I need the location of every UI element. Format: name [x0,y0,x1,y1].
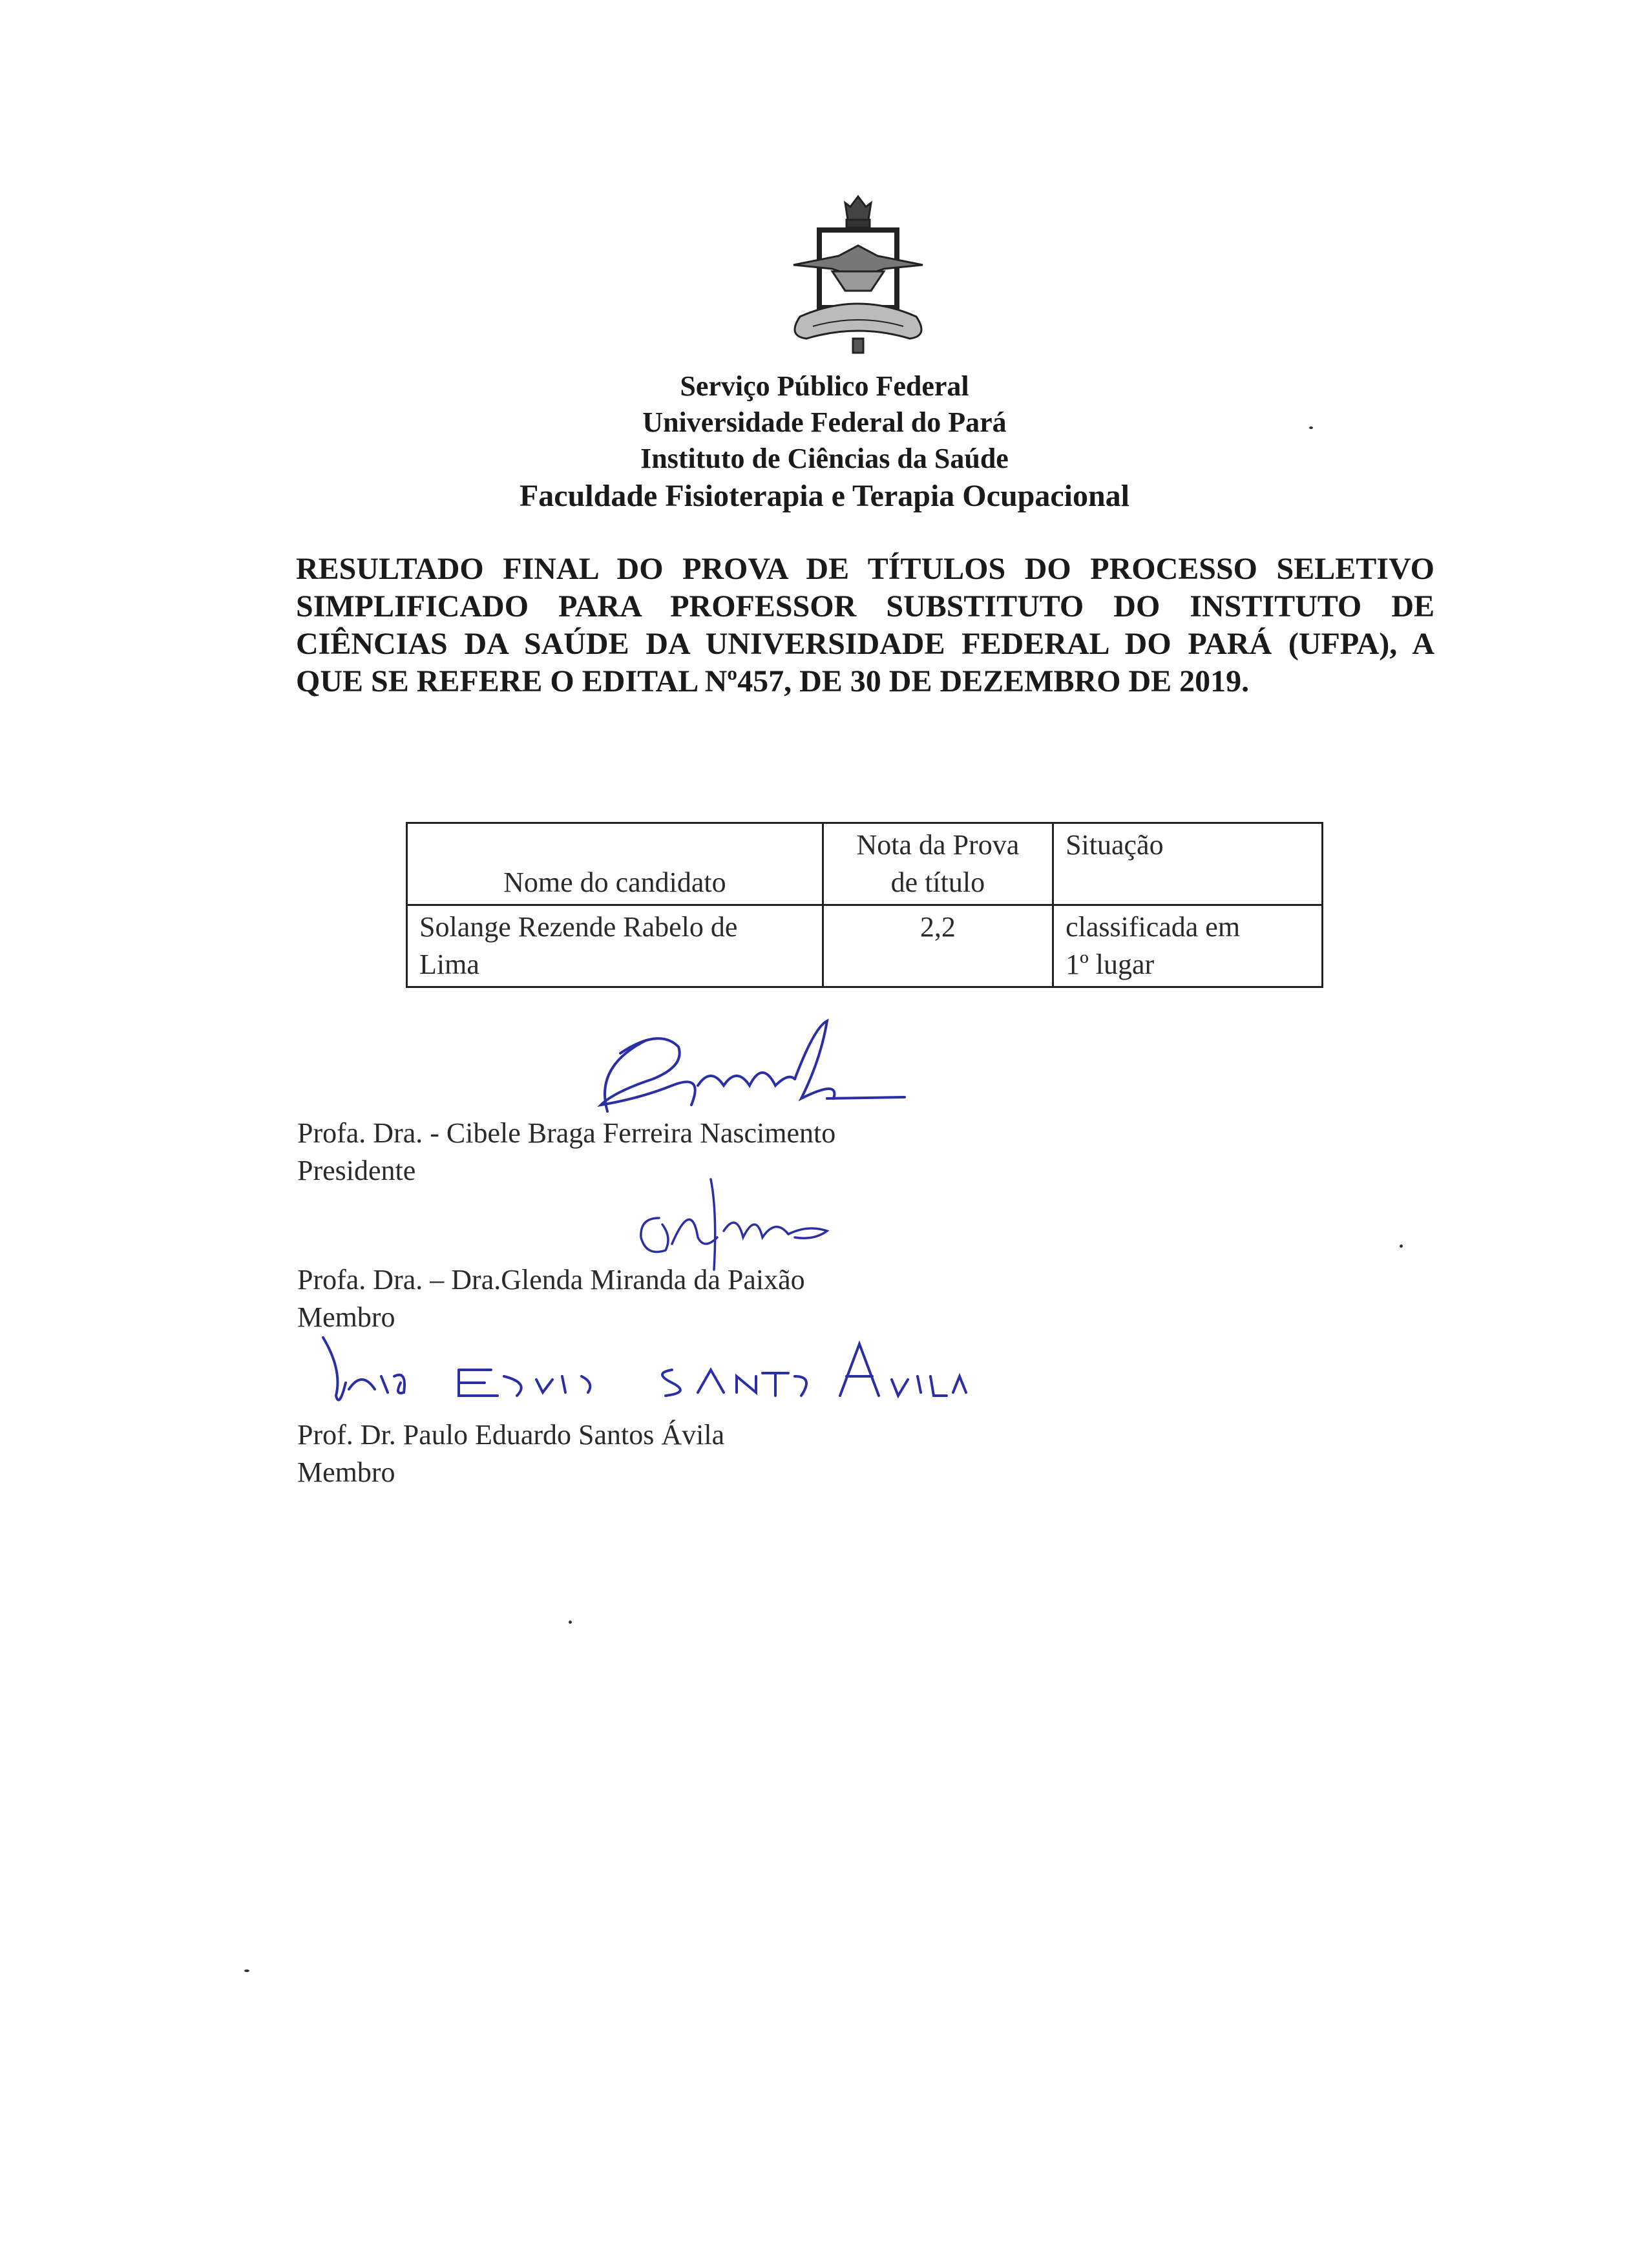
signatory-3-name: Prof. Dr. Paulo Eduardo Santos Ávila [297,1419,725,1451]
scan-speck [569,1621,572,1624]
candidate-status-line-2: 1º lugar [1066,949,1155,980]
scan-speck [1309,426,1313,429]
scan-speck [1400,1244,1403,1248]
table-header-row [407,823,1323,905]
candidate-status-line-1: classificada em [1066,911,1241,943]
signature-3-scribble [310,1331,969,1415]
candidate-status [1053,905,1323,987]
signatory-1-name: Profa. Dra. - Cibele Braga Ferreira Nascimento [297,1117,836,1149]
signatory-2-role: Membro [297,1301,395,1333]
table-row [407,905,1323,987]
signatory-2-name: Profa. Dra. – Dra.Glenda Miranda da Paixão [297,1264,805,1296]
header-grade-line-1: Nota da Prova [856,829,1020,861]
title-line-1: RESULTADO FINAL DO PROVA DE TÍTULOS DO PROCESSO SELETIVO [296,552,1434,586]
header-institute: Instituto de Ciências da Saúde [640,443,1009,474]
candidate-name-line-2: Lima [419,949,479,980]
candidate-name-line-1: Solange Rezende Rabelo de [419,911,738,943]
header-faculty: Faculdade Fisioterapia e Terapia Ocupacional [519,479,1130,513]
candidate-grade: 2,2 [823,905,1053,987]
university-emblem-icon [774,194,942,362]
header-grade-line-2: de título [890,866,985,898]
title-line-2: SIMPLIFICADO PARA PROFESSOR SUBSTITUTO DO INSTITUTO DE [296,589,1434,624]
header-university: Universidade Federal do Pará [642,406,1007,438]
results-table [406,822,1323,988]
signatory-3-role: Membro [297,1456,395,1488]
signature-2-scribble [633,1173,840,1276]
title-line-4: QUE SE REFERE O EDITAL Nº457, DE 30 DE DEZEMBRO DE 2019. [296,664,1250,698]
scan-speck [244,1969,249,1972]
header-candidate-name: Nome do candidato [407,823,823,905]
title-line-3: CIÊNCIAS DA SAÚDE DA UNIVERSIDADE FEDERAL DO PARÁ (UFPA), A [296,627,1434,661]
signatory-1-role: Presidente [297,1155,416,1186]
signatory-3 [297,1416,724,1491]
header-service: Serviço Público Federal [680,370,969,402]
signatory-2 [297,1261,805,1336]
signature-1-scribble [582,1014,918,1124]
candidate-name [407,905,823,987]
document-title [296,551,1434,700]
header-grade [823,823,1053,905]
header-status: Situação [1053,823,1323,905]
